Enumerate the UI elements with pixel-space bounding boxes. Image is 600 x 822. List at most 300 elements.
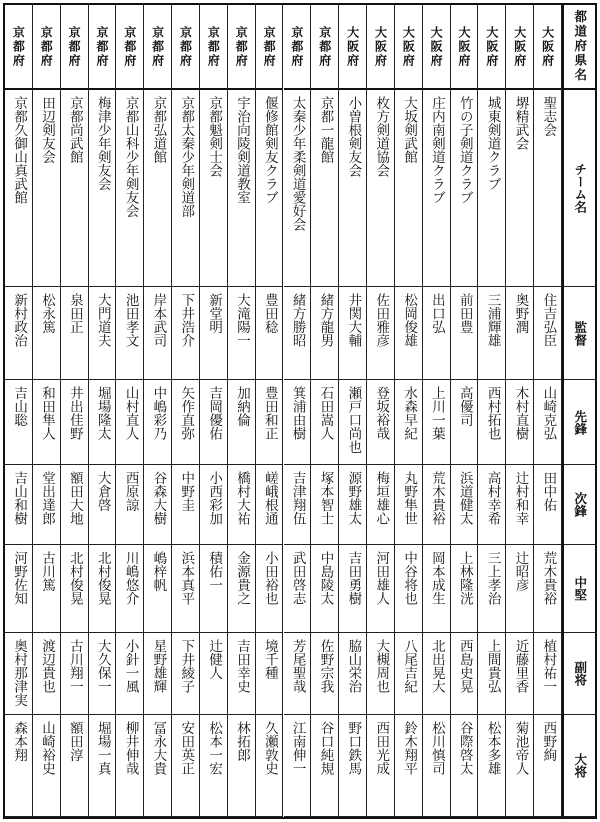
member-副将-text: 植村祐一 bbox=[540, 639, 557, 693]
team-column bbox=[311, 5, 339, 817]
member-大将-text: 西野絢 bbox=[540, 721, 557, 762]
member-監督-text: 三浦輝雄 bbox=[484, 293, 501, 347]
member-監督 bbox=[451, 287, 478, 380]
member-次鋒-text: 谷森大樹 bbox=[150, 471, 167, 525]
team-name bbox=[89, 90, 116, 287]
member-中堅 bbox=[478, 545, 505, 633]
member-副将-text: 大槻周也 bbox=[373, 639, 390, 693]
member-次鋒 bbox=[89, 465, 116, 545]
member-副将-text: 渡辺貴也 bbox=[39, 639, 56, 693]
member-監督-text: 前田豊 bbox=[456, 293, 473, 334]
member-次鋒 bbox=[534, 465, 561, 545]
team-column bbox=[339, 5, 367, 817]
member-先鋒-text: 豊田和正 bbox=[261, 386, 278, 440]
member-監督-text: 大滝陽一 bbox=[233, 293, 250, 347]
member-大将 bbox=[172, 715, 199, 817]
member-大将-text: 谷際啓太 bbox=[456, 721, 473, 775]
member-次鋒-text: 浜道健太 bbox=[456, 471, 473, 525]
team-name-text: 庄内南剣道クラブ bbox=[428, 96, 445, 204]
member-大将-text: 西田光成 bbox=[373, 721, 390, 775]
team-name bbox=[33, 90, 60, 287]
member-大将 bbox=[89, 715, 116, 817]
member-先鋒-text: 中嶋彩乃 bbox=[150, 386, 167, 440]
member-副将-text: 辻健人 bbox=[206, 639, 223, 680]
team-column bbox=[89, 5, 117, 817]
member-中堅-text: 嶋梓帆 bbox=[150, 551, 167, 592]
member-先鋒 bbox=[89, 380, 116, 465]
member-中堅 bbox=[33, 545, 60, 633]
member-副将 bbox=[367, 633, 394, 715]
member-中堅-text: 古川篤 bbox=[39, 551, 56, 592]
header-prefecture bbox=[564, 5, 595, 90]
team-name-text: 京都太秦少年剣道部 bbox=[178, 96, 195, 218]
team-prefecture-text: 京都府 bbox=[39, 25, 54, 68]
member-中堅-text: 荒木貴裕 bbox=[540, 551, 557, 605]
member-副将 bbox=[506, 633, 533, 715]
member-先鋒 bbox=[33, 380, 60, 465]
member-先鋒-text: 石田嵩人 bbox=[317, 386, 334, 440]
header-role-4 bbox=[564, 633, 595, 715]
header-role-2-text: 次鋒 bbox=[572, 492, 588, 517]
roster-table bbox=[3, 3, 597, 819]
team-prefecture bbox=[478, 5, 505, 90]
header-role-3 bbox=[564, 545, 595, 633]
member-次鋒 bbox=[506, 465, 533, 545]
member-大将-text: 鈴木翔平 bbox=[401, 721, 418, 775]
team-name-text: 京都一龍館 bbox=[317, 96, 334, 164]
team-name-text: 京都久御山真武館 bbox=[11, 96, 28, 204]
team-prefecture-text: 大阪府 bbox=[512, 25, 527, 68]
member-監督 bbox=[172, 287, 199, 380]
member-先鋒 bbox=[200, 380, 227, 465]
member-副将-text: 西島史晃 bbox=[456, 639, 473, 693]
member-次鋒 bbox=[172, 465, 199, 545]
team-name-text: 京都弘道館 bbox=[150, 96, 167, 164]
member-先鋒-text: 瀬戸口尚也 bbox=[345, 386, 362, 454]
member-監督 bbox=[33, 287, 60, 380]
member-大将-text: 江南伸一 bbox=[289, 721, 306, 775]
team-name bbox=[534, 90, 561, 287]
member-大将 bbox=[367, 715, 394, 817]
team-prefecture bbox=[423, 5, 450, 90]
member-監督 bbox=[5, 287, 32, 380]
team-prefecture bbox=[172, 5, 199, 90]
team-prefecture bbox=[33, 5, 60, 90]
team-column bbox=[451, 5, 479, 817]
member-大将 bbox=[339, 715, 366, 817]
member-監督-text: 井関大輔 bbox=[345, 293, 362, 347]
member-先鋒-text: 箕浦由樹 bbox=[289, 386, 306, 440]
member-先鋒 bbox=[423, 380, 450, 465]
member-先鋒-text: 吉岡優佑 bbox=[206, 386, 223, 440]
team-column bbox=[228, 5, 256, 817]
member-監督-text: 松永篤 bbox=[39, 293, 56, 334]
team-column bbox=[534, 5, 562, 817]
header-team bbox=[564, 90, 595, 287]
member-副将 bbox=[200, 633, 227, 715]
member-次鋒 bbox=[5, 465, 32, 545]
member-監督 bbox=[534, 287, 561, 380]
header-role-4-text: 副将 bbox=[572, 661, 588, 686]
member-中堅-text: 川嶋悠介 bbox=[122, 551, 139, 605]
team-prefecture-text: 大阪府 bbox=[429, 25, 444, 68]
member-先鋒 bbox=[339, 380, 366, 465]
member-副将 bbox=[451, 633, 478, 715]
header-role-5 bbox=[564, 715, 595, 817]
team-name-text: 城東剣道クラブ bbox=[484, 96, 501, 191]
member-大将-text: 久瀬敦史 bbox=[261, 721, 278, 775]
member-先鋒-text: 木村直樹 bbox=[512, 386, 529, 440]
member-中堅-text: 小田裕也 bbox=[261, 551, 278, 605]
member-先鋒-text: 井出佳野 bbox=[66, 386, 83, 440]
member-副将-text: 佐野宗我 bbox=[317, 639, 334, 693]
member-大将 bbox=[423, 715, 450, 817]
team-name bbox=[200, 90, 227, 287]
team-column bbox=[256, 5, 284, 817]
member-先鋒 bbox=[172, 380, 199, 465]
team-prefecture bbox=[61, 5, 88, 90]
member-中堅-text: 中谷将也 bbox=[401, 551, 418, 605]
member-次鋒-text: 辻村和幸 bbox=[512, 471, 529, 525]
member-次鋒-text: 堂出達郎 bbox=[39, 471, 56, 525]
team-name bbox=[478, 90, 505, 287]
member-次鋒-text: 源野雄太 bbox=[345, 471, 362, 525]
member-監督-text: 緒方勝昭 bbox=[289, 293, 306, 347]
member-先鋒-text: 吉山聡 bbox=[11, 386, 28, 427]
member-先鋒-text: 西村拓也 bbox=[484, 386, 501, 440]
team-name bbox=[395, 90, 422, 287]
member-次鋒 bbox=[423, 465, 450, 545]
header-role-1 bbox=[564, 380, 595, 465]
team-prefecture-text: 京都府 bbox=[94, 25, 109, 68]
member-次鋒-text: 小西彩加 bbox=[206, 471, 223, 525]
member-中堅 bbox=[89, 545, 116, 633]
member-大将-text: 林拓郎 bbox=[233, 721, 250, 762]
team-prefecture bbox=[367, 5, 394, 90]
member-先鋒 bbox=[506, 380, 533, 465]
member-監督 bbox=[116, 287, 143, 380]
member-中堅-text: 三上孝治 bbox=[484, 551, 501, 605]
member-監督 bbox=[367, 287, 394, 380]
team-column bbox=[367, 5, 395, 817]
header-role-0 bbox=[564, 287, 595, 380]
team-column bbox=[423, 5, 451, 817]
member-次鋒 bbox=[200, 465, 227, 545]
member-先鋒 bbox=[478, 380, 505, 465]
team-prefecture-text: 京都府 bbox=[11, 25, 26, 68]
member-監督-text: 下井浩介 bbox=[178, 293, 195, 347]
member-次鋒 bbox=[33, 465, 60, 545]
header-team-text: チーム名 bbox=[572, 163, 588, 213]
team-name bbox=[5, 90, 32, 287]
member-副将 bbox=[395, 633, 422, 715]
member-大将-text: 安田英正 bbox=[178, 721, 195, 775]
member-大将 bbox=[33, 715, 60, 817]
member-先鋒 bbox=[284, 380, 311, 465]
team-name-text: 聖志会 bbox=[540, 96, 557, 137]
team-prefecture-text: 京都府 bbox=[150, 25, 165, 68]
member-副将 bbox=[534, 633, 561, 715]
team-prefecture-text: 京都府 bbox=[206, 25, 221, 68]
member-監督-text: 佐田雅彦 bbox=[373, 293, 390, 347]
team-prefecture-text: 京都府 bbox=[317, 25, 332, 68]
member-監督 bbox=[284, 287, 311, 380]
member-次鋒 bbox=[256, 465, 283, 545]
member-副将 bbox=[61, 633, 88, 715]
team-prefecture-text: 京都府 bbox=[289, 25, 304, 68]
member-中堅 bbox=[61, 545, 88, 633]
team-column bbox=[200, 5, 228, 817]
member-中堅 bbox=[284, 545, 311, 633]
team-prefecture-text: 京都府 bbox=[67, 25, 82, 68]
member-副将 bbox=[144, 633, 171, 715]
member-中堅-text: 岡本成生 bbox=[428, 551, 445, 605]
member-次鋒 bbox=[395, 465, 422, 545]
member-先鋒-text: 水森早紀 bbox=[401, 386, 418, 440]
member-監督-text: 豊田稔 bbox=[261, 293, 278, 334]
member-監督-text: 松岡俊雄 bbox=[401, 293, 418, 347]
member-先鋒-text: 山崎克弘 bbox=[540, 386, 557, 440]
member-次鋒-text: 中野圭 bbox=[178, 471, 195, 512]
team-name bbox=[423, 90, 450, 287]
member-大将-text: 山崎裕史 bbox=[39, 721, 56, 775]
team-column bbox=[61, 5, 89, 817]
member-大将 bbox=[395, 715, 422, 817]
member-中堅 bbox=[534, 545, 561, 633]
header-role-2 bbox=[564, 465, 595, 545]
member-副将-text: 下井綾子 bbox=[178, 639, 195, 693]
member-次鋒 bbox=[451, 465, 478, 545]
team-prefecture bbox=[311, 5, 338, 90]
team-name-text: 京都魁剣士会 bbox=[206, 96, 223, 177]
member-先鋒-text: 登坂裕哉 bbox=[373, 386, 390, 440]
team-column bbox=[5, 5, 33, 817]
team-prefecture bbox=[200, 5, 227, 90]
team-prefecture bbox=[5, 5, 32, 90]
team-name bbox=[116, 90, 143, 287]
member-監督 bbox=[144, 287, 171, 380]
team-prefecture-text: 大阪府 bbox=[373, 25, 388, 68]
member-中堅-text: 河田雄人 bbox=[373, 551, 390, 605]
member-大将-text: 野口鉄馬 bbox=[345, 721, 362, 775]
member-中堅 bbox=[256, 545, 283, 633]
team-name-text: 梅津少年剣友会 bbox=[94, 96, 111, 191]
member-監督 bbox=[478, 287, 505, 380]
member-次鋒-text: 高村幸希 bbox=[484, 471, 501, 525]
member-大将 bbox=[200, 715, 227, 817]
member-副将-text: 古川翔一 bbox=[66, 639, 83, 693]
member-次鋒-text: 吉山和樹 bbox=[11, 471, 28, 525]
member-次鋒 bbox=[339, 465, 366, 545]
team-prefecture-text: 大阪府 bbox=[484, 25, 499, 68]
member-監督-text: 大門道夫 bbox=[94, 293, 111, 347]
team-prefecture bbox=[228, 5, 255, 90]
team-prefecture bbox=[534, 5, 561, 90]
member-先鋒 bbox=[144, 380, 171, 465]
member-先鋒 bbox=[367, 380, 394, 465]
team-name-text: 偃修館剣友クラブ bbox=[261, 96, 278, 204]
team-prefecture-text: 京都府 bbox=[234, 25, 249, 68]
member-中堅 bbox=[172, 545, 199, 633]
member-副将 bbox=[172, 633, 199, 715]
member-先鋒 bbox=[534, 380, 561, 465]
team-name bbox=[256, 90, 283, 287]
member-次鋒 bbox=[478, 465, 505, 545]
team-prefecture-text: 大阪府 bbox=[345, 25, 360, 68]
member-中堅-text: 吉田勇樹 bbox=[345, 551, 362, 605]
member-大将 bbox=[284, 715, 311, 817]
member-副将-text: 脇山栄治 bbox=[345, 639, 362, 693]
member-中堅-text: 河野佐知 bbox=[11, 551, 28, 605]
member-副将 bbox=[228, 633, 255, 715]
member-監督 bbox=[89, 287, 116, 380]
header-role-5-text: 大将 bbox=[572, 753, 588, 778]
member-中堅-text: 辻昭彦 bbox=[512, 551, 529, 592]
member-副将-text: 近藤里香 bbox=[512, 639, 529, 693]
member-先鋒-text: 堀場隆太 bbox=[94, 386, 111, 440]
member-中堅 bbox=[339, 545, 366, 633]
team-prefecture-text: 大阪府 bbox=[401, 25, 416, 68]
member-次鋒 bbox=[228, 465, 255, 545]
team-name bbox=[367, 90, 394, 287]
member-先鋒-text: 高優司 bbox=[456, 386, 473, 427]
member-副将-text: 大久保一 bbox=[94, 639, 111, 693]
team-name bbox=[172, 90, 199, 287]
member-中堅-text: 積佑一 bbox=[206, 551, 223, 592]
member-中堅-text: 浜本真平 bbox=[178, 551, 195, 605]
team-name-text: 宇治向陵剣道教室 bbox=[233, 96, 250, 204]
member-大将 bbox=[478, 715, 505, 817]
member-次鋒 bbox=[367, 465, 394, 545]
member-次鋒-text: 塚本智士 bbox=[317, 471, 334, 525]
team-name-text: 竹の子剣道クラブ bbox=[456, 96, 473, 204]
member-副将 bbox=[89, 633, 116, 715]
member-大将 bbox=[534, 715, 561, 817]
team-name-text: 京都尚武館 bbox=[66, 96, 83, 164]
member-副将-text: 奥村那津実 bbox=[11, 639, 28, 707]
member-副将-text: 境千種 bbox=[261, 639, 278, 680]
member-監督 bbox=[311, 287, 338, 380]
member-次鋒-text: 梅垣雄心 bbox=[373, 471, 390, 525]
member-次鋒 bbox=[116, 465, 143, 545]
member-中堅-text: 北村俊晃 bbox=[66, 551, 83, 605]
member-監督-text: 住吉弘臣 bbox=[540, 293, 557, 347]
member-次鋒-text: 田中佑 bbox=[540, 471, 557, 512]
member-次鋒-text: 大倉啓 bbox=[94, 471, 111, 512]
header-column bbox=[562, 5, 595, 817]
member-大将-text: 冨永大貴 bbox=[150, 721, 167, 775]
member-大将 bbox=[256, 715, 283, 817]
member-大将-text: 松本多雄 bbox=[484, 721, 501, 775]
member-次鋒-text: 額田大地 bbox=[66, 471, 83, 525]
member-副将-text: 吉田幸史 bbox=[233, 639, 250, 693]
member-監督 bbox=[395, 287, 422, 380]
member-監督-text: 池田孝文 bbox=[122, 293, 139, 347]
member-中堅 bbox=[200, 545, 227, 633]
member-副将 bbox=[339, 633, 366, 715]
member-監督-text: 新村政治 bbox=[11, 293, 28, 347]
member-中堅 bbox=[423, 545, 450, 633]
member-中堅 bbox=[311, 545, 338, 633]
member-監督 bbox=[256, 287, 283, 380]
team-name-text: 太秦少年柔剣道愛好会 bbox=[289, 96, 306, 231]
member-副将 bbox=[311, 633, 338, 715]
member-監督 bbox=[200, 287, 227, 380]
member-中堅 bbox=[451, 545, 478, 633]
member-大将-text: 額田淳 bbox=[66, 721, 83, 762]
team-name bbox=[451, 90, 478, 287]
team-column bbox=[116, 5, 144, 817]
member-監督 bbox=[423, 287, 450, 380]
team-column bbox=[395, 5, 423, 817]
member-先鋒 bbox=[451, 380, 478, 465]
team-prefecture-text: 京都府 bbox=[262, 25, 277, 68]
member-中堅 bbox=[228, 545, 255, 633]
team-name bbox=[284, 90, 311, 287]
team-name bbox=[311, 90, 338, 287]
team-column bbox=[33, 5, 61, 817]
member-大将-text: 松本一宏 bbox=[206, 721, 223, 775]
member-先鋒 bbox=[5, 380, 32, 465]
team-prefecture bbox=[116, 5, 143, 90]
member-中堅-text: 北村俊晃 bbox=[94, 551, 111, 605]
member-副将-text: 八尾吉紀 bbox=[401, 639, 418, 693]
team-prefecture bbox=[506, 5, 533, 90]
member-次鋒 bbox=[284, 465, 311, 545]
member-大将-text: 谷口純規 bbox=[317, 721, 334, 775]
team-prefecture bbox=[144, 5, 171, 90]
member-大将 bbox=[5, 715, 32, 817]
member-大将-text: 菊池帝人 bbox=[512, 721, 529, 775]
member-先鋒 bbox=[311, 380, 338, 465]
team-column bbox=[506, 5, 534, 817]
team-name bbox=[228, 90, 255, 287]
member-監督-text: 泉田正 bbox=[66, 293, 83, 334]
member-監督 bbox=[339, 287, 366, 380]
team-column bbox=[478, 5, 506, 817]
member-大将-text: 森本翔 bbox=[11, 721, 28, 762]
header-role-0-text: 監督 bbox=[572, 320, 588, 346]
member-中堅-text: 上林隆洸 bbox=[456, 551, 473, 605]
team-prefecture bbox=[89, 5, 116, 90]
member-中堅-text: 中島陵太 bbox=[317, 551, 334, 605]
member-監督 bbox=[506, 287, 533, 380]
member-次鋒 bbox=[61, 465, 88, 545]
member-中堅 bbox=[367, 545, 394, 633]
member-大将 bbox=[144, 715, 171, 817]
member-先鋒 bbox=[61, 380, 88, 465]
member-次鋒 bbox=[144, 465, 171, 545]
team-prefecture-text: 大阪府 bbox=[540, 25, 555, 68]
member-副将-text: 芳尾聖哉 bbox=[289, 639, 306, 693]
member-次鋒-text: 橋村大祐 bbox=[233, 471, 250, 525]
team-prefecture bbox=[339, 5, 366, 90]
member-次鋒-text: 嵯峨根通 bbox=[261, 471, 278, 525]
member-次鋒-text: 丸野隼世 bbox=[401, 471, 418, 525]
member-先鋒-text: 加納倫 bbox=[233, 386, 250, 427]
member-副将-text: 上間貴弘 bbox=[484, 639, 501, 693]
member-先鋒 bbox=[228, 380, 255, 465]
member-副将 bbox=[116, 633, 143, 715]
member-次鋒 bbox=[311, 465, 338, 545]
member-次鋒-text: 西原諒 bbox=[122, 471, 139, 512]
member-監督-text: 岸本武司 bbox=[150, 293, 167, 347]
member-先鋒-text: 和田隼人 bbox=[39, 386, 56, 440]
member-先鋒-text: 矢作直弥 bbox=[178, 386, 195, 440]
member-副将 bbox=[5, 633, 32, 715]
member-大将-text: 柳井伸哉 bbox=[122, 721, 139, 775]
member-大将 bbox=[116, 715, 143, 817]
